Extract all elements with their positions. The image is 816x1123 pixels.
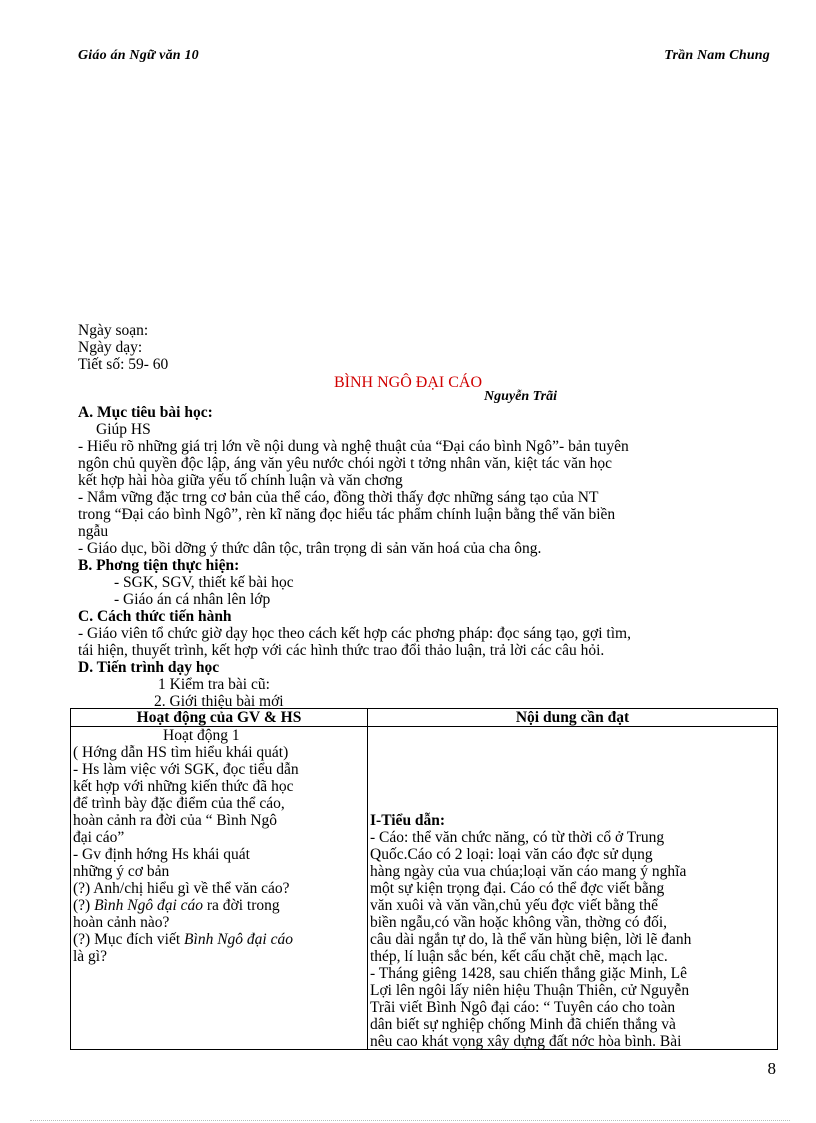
q3-italic: Bình Ngô đại cáo — [184, 931, 293, 948]
content-heading: I-Tiểu dẫn: — [370, 812, 446, 829]
section-b — [78, 557, 778, 608]
content-line: - Tháng giêng 1428, sau chiến thắng giặc Minh, Lê — [370, 965, 687, 982]
section-a-line: ngẫu — [78, 523, 109, 540]
table-header-content: Nội dung cần đạt — [368, 709, 778, 727]
section-a-line: - Hiểu rõ những giá trị lớn về nội dung và nghệ thuật của “Đại cáo bình Ngô”- bản tuyên — [78, 438, 629, 455]
content-line: Trãi viết Bình Ngô đại cáo: “ Tuyên cáo cho toàn — [370, 999, 676, 1016]
activity-line: (?) Anh/chị hiểu gì về thể văn cáo? — [73, 880, 290, 897]
content-line: Quốc.Cáo có 2 loại: loại văn cáo đợc sử dụng — [370, 846, 653, 863]
content-line: một sự kiện trọng đại. Cáo có thể đợc viết bằng — [370, 880, 665, 897]
activity-line: kết hợp với những kiến thức đã học — [73, 778, 294, 795]
document-title: BÌNH NGÔ ĐẠI CÁO — [334, 374, 482, 391]
activities-cell — [71, 727, 368, 1050]
content-line: - Cáo: thể văn chức năng, có từ thời cổ ở Trung — [370, 829, 665, 846]
q3-prefix: (?) Mục đích viết — [73, 931, 185, 948]
section-c-line: - Giáo viên tổ chức giờ dạy học theo cách kết hợp các phơng pháp: đọc sáng tạo, gợi tìm, — [78, 625, 631, 642]
content-line: hàng ngày của vua chúa;loại văn cáo mang ý nghĩa — [370, 863, 687, 880]
section-a-line: trong “Đại cáo bình Ngô”, rèn kĩ năng đọc hiểu tác phẩm chính luận bằng thể văn biền — [78, 506, 616, 523]
section-d-line: 1 Kiểm tra bài cũ: — [158, 676, 270, 693]
activity-line: để trình bày đặc điểm của thể cáo, — [73, 795, 285, 812]
q2-italic: Bình Ngô đại cáo — [94, 897, 204, 914]
content-cell — [368, 727, 778, 1050]
activity-title: Hoạt động 1 — [163, 727, 240, 744]
section-c-line: tái hiện, thuyết trình, kết hợp với các hình thức trao đổi thảo luận, trả lời các câu hỏi. — [78, 642, 605, 659]
content-line: biền ngẫu,có vần hoặc không vần, thờng có đối, — [370, 914, 668, 931]
tiet-so: Tiết số: 59- 60 — [78, 356, 169, 373]
section-b-heading: B. Phơng tiện thực hiện: — [78, 557, 240, 574]
content-line: Lợi lên ngôi lấy niên hiệu Thuận Thiên, cử Nguyễn — [370, 982, 690, 999]
section-d-heading: D. Tiến trình dạy học — [78, 659, 220, 676]
activity-line: - Hs làm việc với SGK, đọc tiểu dẫn — [73, 761, 299, 778]
section-c — [78, 608, 778, 659]
activity-line: những ý cơ bản — [73, 863, 170, 880]
table-header-activities: Hoạt động của GV & HS — [71, 709, 368, 727]
activity-line: là gì? — [73, 948, 107, 965]
activity-line: đại cáo” — [73, 829, 125, 846]
lesson-table — [70, 708, 778, 1050]
page-number: 8 — [767, 1059, 776, 1078]
content-line: nêu cao khát vọng xây dựng đất nớc hòa bình. Bài — [370, 1033, 682, 1049]
author-name: Nguyễn Trãi — [484, 389, 557, 404]
content-line: văn xuôi và văn vần,chủ yếu đợc viết bằng thể — [370, 897, 658, 914]
section-d — [78, 659, 778, 710]
content-line: thép, lí luận sắc bén, kết cấu chặt chẽ, mạch lạc. — [370, 948, 668, 965]
content-line: dân biết sự nghiệp chống Minh đã chiến thắng và — [370, 1016, 676, 1033]
activity-line: - Gv định hớng Hs khái quát — [73, 846, 250, 863]
ngay-day: Ngày dạy: — [78, 339, 143, 356]
section-d-line: 2. Giới thiệu bài mới — [154, 693, 284, 710]
section-a-line: - Giáo dục, bồi dỡng ý thức dân tộc, trân trọng di sản văn hoá của cha ông. — [78, 540, 542, 557]
page-bottom-divider — [30, 1120, 790, 1121]
section-a-line: ngôn chủ quyền độc lập, áng văn yêu nước chói ngời t tởng nhân văn, kiệt tác văn học — [78, 455, 613, 472]
activity-question-3 — [73, 931, 365, 948]
header-left: Giáo án Ngữ văn 10 — [78, 48, 199, 63]
header-right: Trần Nam Chung — [664, 48, 770, 63]
section-a-line: - Nắm vững đặc trng cơ bản của thể cáo, đồng thời thấy đợc những sáng tạo của NT — [78, 489, 599, 506]
section-a-line: Giúp HS — [96, 421, 151, 438]
q2-prefix: (?) — [73, 897, 95, 914]
section-a-heading: A. Mục tiêu bài học: — [78, 404, 213, 421]
activity-line: hoàn cảnh nào? — [73, 914, 170, 931]
activity-line: ( Hớng dẫn HS tìm hiểu khái quát) — [73, 744, 289, 761]
section-a — [78, 404, 778, 557]
activity-line: hoàn cảnh ra đời của “ Bình Ngô — [73, 812, 278, 829]
activity-question-2 — [73, 897, 365, 914]
section-c-heading: C. Cách thức tiến hành — [78, 608, 232, 625]
section-b-line: - Giáo án cá nhân lên lớp — [114, 591, 271, 608]
q2-rest: ra đời trong — [203, 897, 280, 914]
section-a-line: kết hợp hài hòa giữa yếu tố chính luận và văn chơng — [78, 472, 403, 489]
section-b-line: - SGK, SGV, thiết kế bài học — [114, 574, 294, 591]
content-line: câu dài ngắn tự do, là thể văn hùng biện, lời lẽ đanh — [370, 931, 692, 948]
ngay-soan: Ngày soạn: — [78, 322, 149, 339]
